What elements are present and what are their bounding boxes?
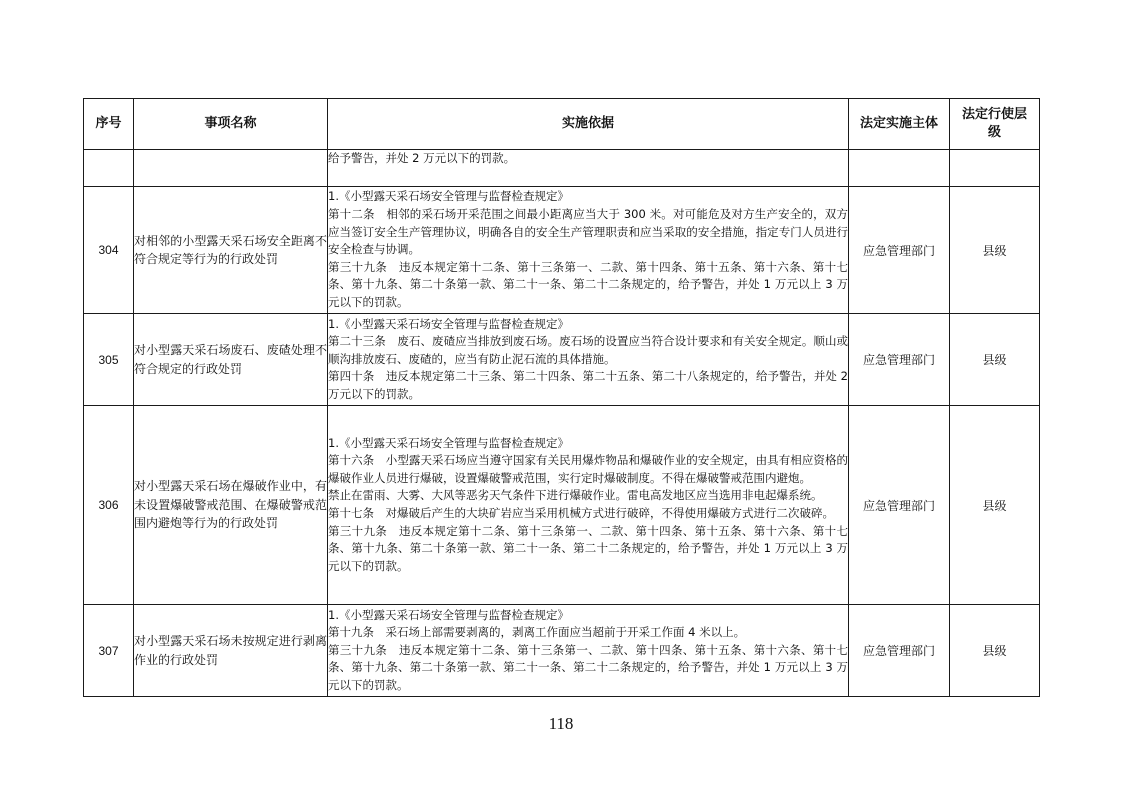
cell-name: 对小型露天采石场废石、废碴处理不符合规定的行政处罚 <box>134 314 328 406</box>
basis-line: 第四十条 违反本规定第二十三条、第二十四条、第二十五条、第二十八条规定的，给予警告，并处 2 万元以下的罚款。 <box>328 369 848 401</box>
cell-subject: 应急管理部门 <box>849 314 950 406</box>
cell-level: 县级 <box>950 187 1040 314</box>
table-header-row <box>84 99 1040 150</box>
cell-level: 县级 <box>950 605 1040 697</box>
basis-line: 禁止在雷雨、大雾、大风等恶劣天气条件下进行爆破作业。雷电高发地区应当选用非电起爆系统。 <box>328 488 823 503</box>
regulation-table <box>83 98 1040 697</box>
cell-basis <box>328 150 849 187</box>
cell-level <box>950 150 1040 187</box>
cell-num: 306 <box>84 406 134 605</box>
basis-line: 第二十三条 废石、废碴应当排放到废石场。废石场的设置应当符合设计要求和有关安全规定。顺山或顺沟排放废石、废碴的，应当有防止泥石流的具体措施。 <box>328 334 848 366</box>
basis-line: 1.《小型露天采石场安全管理与监督检查规定》 <box>328 607 569 622</box>
table-row <box>84 406 1040 605</box>
header-name: 事项名称 <box>134 99 328 150</box>
table-row <box>84 605 1040 697</box>
table-row <box>84 187 1040 314</box>
cell-basis <box>328 187 849 314</box>
cell-name: 对小型露天采石场在爆破作业中，有未设置爆破警戒范围、在爆破警戒范围内避炮等行为的行政处罚 <box>134 406 328 605</box>
cell-subject <box>849 150 950 187</box>
cell-name: 对小型露天采石场未按规定进行剥离作业的行政处罚 <box>134 605 328 697</box>
header-subject: 法定实施主体 <box>849 99 950 150</box>
basis-line: 第三十九条 违反本规定第十二条、第十三条第一、二款、第十四条、第十五条、第十六条、第十七条、第十九条、第二十条第一款、第二十一条、第二十二条规定的，给予警告，并处 1 万元以上 3 万元以下的罚款。 <box>328 642 848 692</box>
cell-num: 307 <box>84 605 134 697</box>
cell-subject: 应急管理部门 <box>849 187 950 314</box>
cell-basis <box>328 314 849 406</box>
cell-level: 县级 <box>950 314 1040 406</box>
basis-line: 1.《小型露天采石场安全管理与监督检查规定》 <box>328 189 569 204</box>
cell-level: 县级 <box>950 406 1040 605</box>
cell-num: 305 <box>84 314 134 406</box>
cell-name <box>134 150 328 187</box>
basis-line: 第十九条 采石场上部需要剥离的，剥离工作面应当超前于开采工作面 4 米以上。 <box>328 625 746 640</box>
header-basis: 实施依据 <box>328 99 849 150</box>
cell-subject: 应急管理部门 <box>849 605 950 697</box>
cell-num <box>84 150 134 187</box>
cell-num: 304 <box>84 187 134 314</box>
basis-line: 第十二条 相邻的采石场开采范围之间最小距离应当大于 300 米。对可能危及对方生产安全的，双方应当签订安全生产管理协议，明确各自的安全生产管理职责和应当采取的安全措施，指定专门人员进行安全检查与协调。 <box>328 207 848 257</box>
basis-line: 给予警告，并处 2 万元以下的罚款。 <box>328 151 516 165</box>
header-level: 法定行使层级 <box>950 99 1040 150</box>
table-row-continued <box>84 150 1040 187</box>
cell-basis <box>328 605 849 697</box>
basis-line: 第三十九条 违反本规定第十二条、第十三条第一、二款、第十四条、第十五条、第十六条、第十七条、第十九条、第二十条第一款、第二十一条、第二十二条规定的，给予警告，并处 1 万元以上 3 万元以下的罚款。 <box>328 523 848 573</box>
basis-line: 1.《小型露天采石场安全管理与监督检查规定》 <box>328 316 569 331</box>
cell-basis <box>328 406 849 605</box>
basis-line: 第十七条 对爆破后产生的大块矿岩应当采用机械方式进行破碎，不得使用爆破方式进行二次破碎。 <box>328 506 834 520</box>
cell-subject: 应急管理部门 <box>849 406 950 605</box>
header-seq: 序号 <box>84 99 134 150</box>
basis-line: 第十六条 小型露天采石场应当遵守国家有关民用爆炸物品和爆破作业的安全规定，由具有相应资格的爆破作业人员进行爆破，设置爆破警戒范围，实行定时爆破制度。不得在爆破警戒范围内避炮。 <box>328 453 848 485</box>
basis-line: 1.《小型露天采石场安全管理与监督检查规定》 <box>328 435 569 450</box>
cell-name: 对相邻的小型露天采石场安全距离不符合规定等行为的行政处罚 <box>134 187 328 314</box>
table-row <box>84 314 1040 406</box>
page-number: 118 <box>548 714 574 733</box>
basis-line: 第三十九条 违反本规定第十二条、第十三条第一、二款、第十四条、第十五条、第十六条、第十七条、第十九条、第二十条第一款、第二十一条、第二十二条规定的，给予警告，并处 1 万元以上 3 万元以下的罚款。 <box>328 259 848 309</box>
